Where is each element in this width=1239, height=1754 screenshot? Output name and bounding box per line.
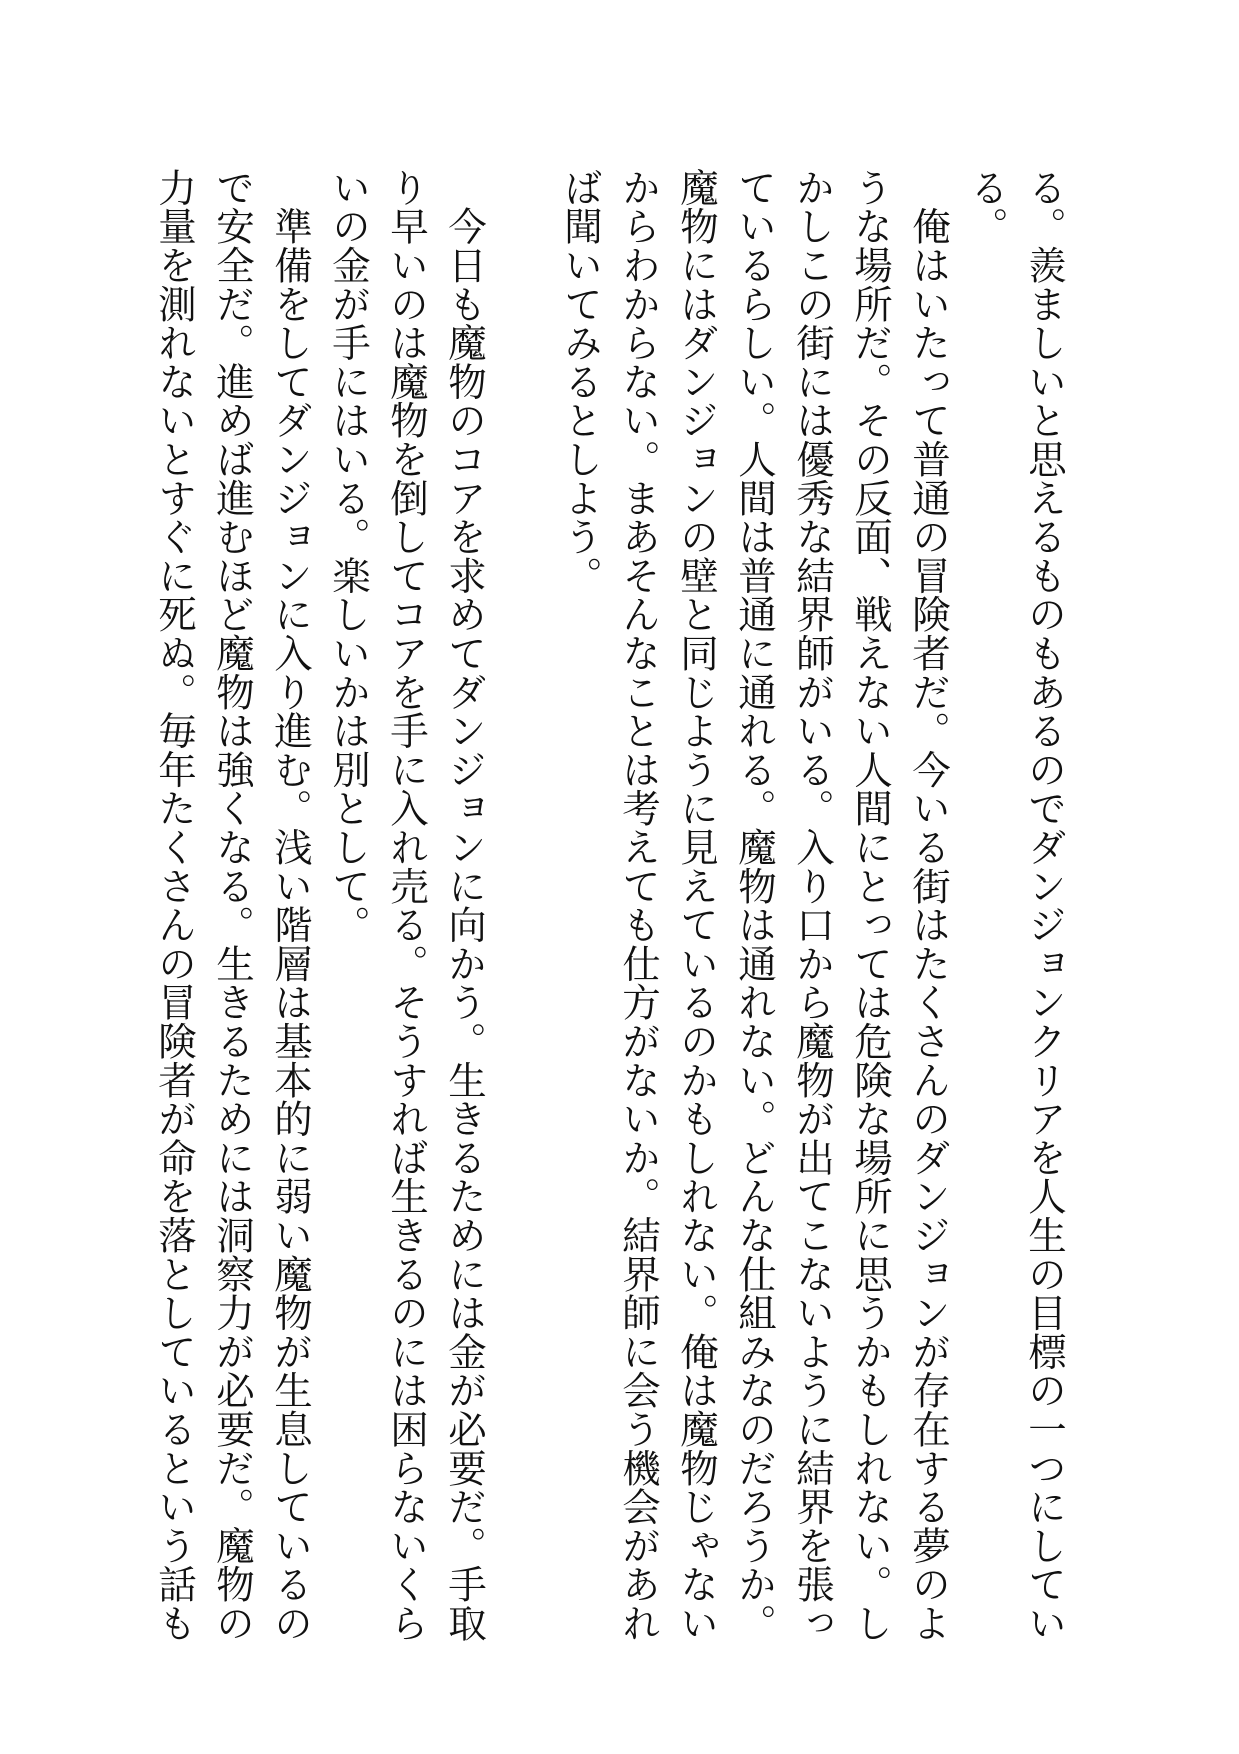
- text-column-4: うな場所だ。その反面、戦えない人間にとっては危険な場所に思うかもしれない。し: [848, 168, 893, 1643]
- text-column-2: る。: [964, 168, 1009, 246]
- text-column-1: る。羨ましいと思えるものもあるのでダンジョンクリアを人生の目標の一つにしてい: [1022, 168, 1067, 1643]
- text-column-9: ば聞いてみるとしよう。: [558, 168, 603, 595]
- text-column-8: からわからない。まあそんなことは考えても仕方がないか。結界師に会う機会があれ: [616, 168, 661, 1643]
- text-column-5: かしこの街には優秀な結界師がいる。入り口から魔物が出てこないように結界を張っ: [790, 168, 835, 1643]
- text-column-15: で安全だ。進めば進むほど魔物は強くなる。生きるためには洞察力が必要だ。魔物の: [210, 168, 255, 1643]
- text-column-11: 今日も魔物のコアを求めてダンジョンに向かう。生きるためには金が必要だ。手取: [442, 168, 487, 1643]
- text-column-3: 俺はいたって普通の冒険者だ。今いる街はたくさんのダンジョンが存在する夢のよ: [906, 168, 951, 1643]
- text-column-16: 力量を測れないとすぐに死ぬ。毎年たくさんの冒険者が命を落としているという話も: [152, 168, 197, 1643]
- text-column-14: 準備をしてダンジョンに入り進む。浅い階層は基本的に弱い魔物が生息しているの: [268, 168, 313, 1643]
- text-column-7: 魔物にはダンジョンの壁と同じように見えているのかもしれない。俺は魔物じゃない: [674, 168, 719, 1643]
- text-column-13: いの金が手にはいる。楽しいかは別として。: [326, 168, 371, 944]
- text-column-12: り早いのは魔物を倒してコアを手に入れ売る。そうすれば生きるのには困らないくら: [384, 168, 429, 1643]
- text-column-6: ているらしい。人間は普通に通れる。魔物は通れない。どんな仕組みなのだろうか。: [732, 168, 777, 1643]
